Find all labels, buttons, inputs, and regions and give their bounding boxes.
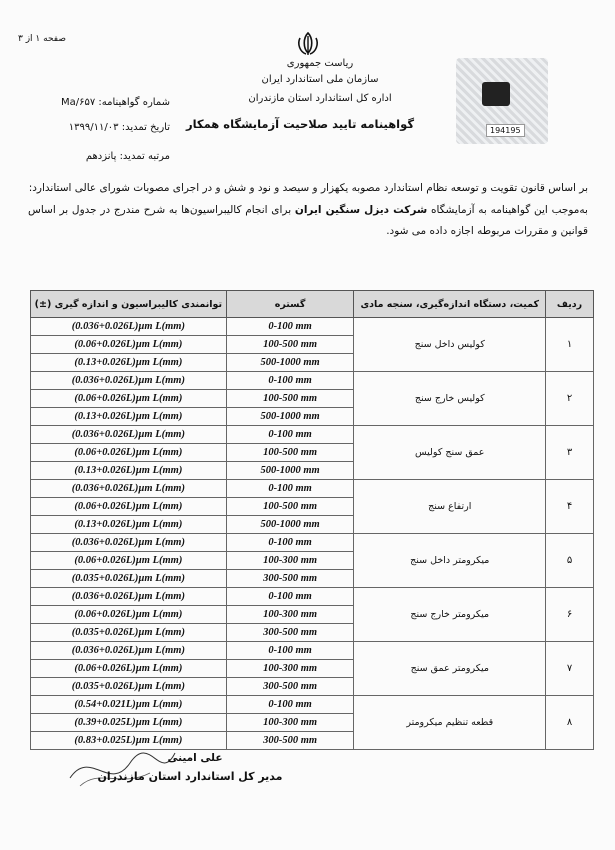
header-line-presidency: ریاست جمهوری — [286, 58, 354, 69]
instrument-name: میکرومتر عمق سنج — [354, 642, 546, 696]
header-line-organization: سازمان ملی استاندارد ایران — [261, 74, 379, 85]
col-header-row-no: ردیف — [546, 291, 594, 318]
capability-cell: (0.035+0.026L)µm L(mm) — [31, 624, 227, 642]
range-cell: 300-500 mm — [226, 624, 354, 642]
table-row — [31, 534, 594, 552]
row-number: ۲ — [546, 372, 594, 426]
capability-cell: (0.83+0.025L)µm L(mm) — [31, 732, 227, 750]
range-cell: 500-1000 mm — [226, 408, 354, 426]
renewal-date: تاریخ تمدید: ۱۳۹۹/۱۱/۰۳ — [68, 122, 170, 133]
range-cell: 0-100 mm — [226, 642, 354, 660]
range-cell: 100-500 mm — [226, 336, 354, 354]
capability-cell: (0.036+0.026L)µm L(mm) — [31, 480, 227, 498]
certificate-title: گواهینامه تایید صلاحیت آزمایشگاه همکار — [185, 117, 415, 131]
seal-logo-icon — [482, 82, 510, 106]
signatory-name: علی امینی — [167, 752, 223, 764]
row-number: ۳ — [546, 426, 594, 480]
row-number: ۱ — [546, 318, 594, 372]
body-line-permit-end: برای انجام کالیبراسیون‌ها به شرح مندرج در جدول بر اساس قوانین و مقررات مربوطه اجازه داده می شود. — [28, 203, 588, 237]
seal-serial: 194195 — [486, 124, 525, 137]
capability-cell: (0.036+0.026L)µm L(mm) — [31, 318, 227, 336]
hologram-seal — [456, 58, 548, 144]
renewal-rank: مرتبه تمدید: پانزدهم — [85, 151, 170, 162]
range-cell: 100-500 mm — [226, 444, 354, 462]
signatory-title: مدیر کل استاندارد استان مازندران — [97, 770, 283, 783]
capability-cell: (0.39+0.025L)µm L(mm) — [31, 714, 227, 732]
range-cell: 100-300 mm — [226, 606, 354, 624]
instrument-name: میکرومتر داخل سنج — [354, 534, 546, 588]
col-header-item: کمیت، دستگاه اندازه‌گیری، سنجه مادی — [354, 291, 546, 318]
col-header-capability: توانمندی کالیبراسیون و اندازه گیری (±) — [31, 291, 227, 318]
capability-cell: (0.035+0.026L)µm L(mm) — [31, 570, 227, 588]
body-line-permit-start: به‌موجب این گواهینامه به آزمایشگاه — [430, 203, 588, 216]
range-cell: 0-100 mm — [226, 480, 354, 498]
range-cell: 0-100 mm — [226, 426, 354, 444]
iran-emblem-icon — [294, 30, 322, 58]
table-row — [31, 480, 594, 498]
instrument-name: میکرومتر خارج سنج — [354, 588, 546, 642]
table-row — [31, 318, 594, 336]
instrument-name: ارتفاع سنج — [354, 480, 546, 534]
body-paragraph — [28, 178, 588, 243]
body-line-law: بر اساس قانون تقویت و توسعه نظام استاندارد مصوبه یکهزار و سیصد و نود و شش و در اجرای مصوبات شورای عالی استاندارد: — [28, 182, 588, 194]
instrument-name: کولیس داخل سنج — [354, 318, 546, 372]
capability-cell: (0.13+0.026L)µm L(mm) — [31, 516, 227, 534]
range-cell: 500-1000 mm — [226, 462, 354, 480]
range-cell: 300-500 mm — [226, 732, 354, 750]
capability-cell: (0.13+0.026L)µm L(mm) — [31, 354, 227, 372]
range-cell: 0-100 mm — [226, 372, 354, 390]
capability-cell: (0.036+0.026L)µm L(mm) — [31, 642, 227, 660]
range-cell: 100-500 mm — [226, 390, 354, 408]
range-cell: 0-100 mm — [226, 696, 354, 714]
calibration-table — [30, 290, 594, 750]
table-row — [31, 426, 594, 444]
row-number: ۷ — [546, 642, 594, 696]
capability-cell: (0.13+0.026L)µm L(mm) — [31, 462, 227, 480]
range-cell: 300-500 mm — [226, 678, 354, 696]
table-row — [31, 696, 594, 714]
capability-cell: (0.06+0.026L)µm L(mm) — [31, 444, 227, 462]
range-cell: 100-300 mm — [226, 660, 354, 678]
range-cell: 100-300 mm — [226, 714, 354, 732]
capability-cell: (0.06+0.026L)µm L(mm) — [31, 498, 227, 516]
table-row — [31, 642, 594, 660]
capability-cell: (0.036+0.026L)µm L(mm) — [31, 372, 227, 390]
capability-cell: (0.036+0.026L)µm L(mm) — [31, 426, 227, 444]
row-number: ۴ — [546, 480, 594, 534]
capability-cell: (0.54+0.021L)µm L(mm) — [31, 696, 227, 714]
range-cell: 100-300 mm — [226, 552, 354, 570]
capability-cell: (0.06+0.026L)µm L(mm) — [31, 660, 227, 678]
header-line-office: اداره کل استاندارد استان مازندران — [248, 93, 392, 104]
capability-cell: (0.036+0.026L)µm L(mm) — [31, 534, 227, 552]
capability-cell: (0.035+0.026L)µm L(mm) — [31, 678, 227, 696]
range-cell: 0-100 mm — [226, 534, 354, 552]
row-number: ۶ — [546, 588, 594, 642]
instrument-name: کولیس خارج سنج — [354, 372, 546, 426]
row-number: ۵ — [546, 534, 594, 588]
range-cell: 0-100 mm — [226, 588, 354, 606]
instrument-name: عمق سنج کولیس — [354, 426, 546, 480]
range-cell: 100-500 mm — [226, 498, 354, 516]
capability-cell: (0.06+0.026L)µm L(mm) — [31, 606, 227, 624]
col-header-range: گستره — [226, 291, 354, 318]
page-number: صفحه ۱ از ۳ — [18, 34, 66, 44]
company-name: شرکت دیزل سنگین ایران — [294, 203, 428, 216]
range-cell: 300-500 mm — [226, 570, 354, 588]
capability-cell: (0.13+0.026L)µm L(mm) — [31, 408, 227, 426]
range-cell: 500-1000 mm — [226, 516, 354, 534]
table-row — [31, 588, 594, 606]
row-number: ۸ — [546, 696, 594, 750]
certificate-number: شماره گواهینامه: Ma/۶۵۷ — [60, 97, 170, 108]
instrument-name: قطعه تنظیم میکرومتر — [354, 696, 546, 750]
signature-scribble — [60, 738, 180, 798]
capability-cell: (0.06+0.026L)µm L(mm) — [31, 552, 227, 570]
capability-cell: (0.06+0.026L)µm L(mm) — [31, 336, 227, 354]
range-cell: 0-100 mm — [226, 318, 354, 336]
capability-cell: (0.036+0.026L)µm L(mm) — [31, 588, 227, 606]
table-row — [31, 372, 594, 390]
capability-cell: (0.06+0.026L)µm L(mm) — [31, 390, 227, 408]
range-cell: 500-1000 mm — [226, 354, 354, 372]
table-header-row — [31, 291, 594, 318]
